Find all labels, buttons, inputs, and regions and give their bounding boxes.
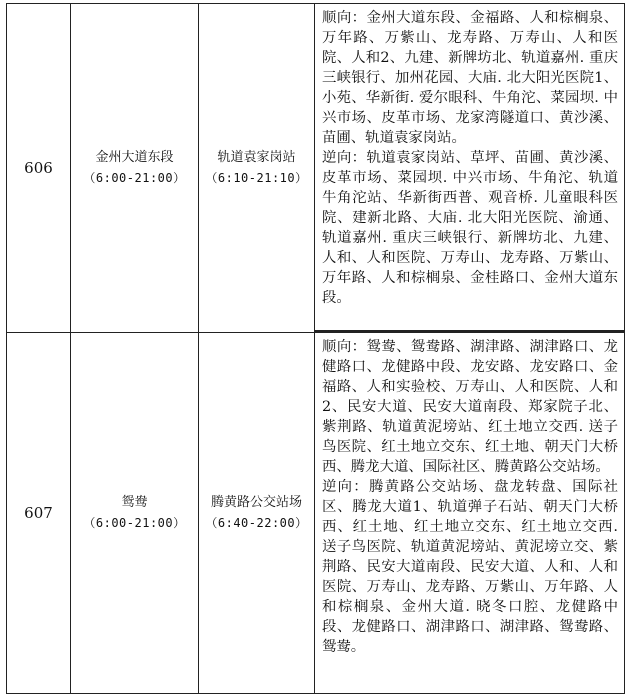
start-stop-cell [71,4,199,333]
route-number: 606 [7,4,71,333]
start-stop-hours: （6:00-21:00） [83,516,186,530]
forward-stops: 鸳鸯、鸳鸯路、湖津路、湖津路口、龙健路口、龙健路中段、龙安路、龙安路口、金福路、人和实验校、万寿山、人和医院、人和2、民安大道、民安大道南段、郑家院子北、紫荆路、轨道黄泥塝站、红土地立交西. 送子鸟医院、红土地立交东、红土地、朝天门大桥西、腾龙大道、国际社区、腾黄路公交站场。 [322,339,618,475]
forward-route [315,4,624,148]
reverse-label: 逆向： [322,150,367,166]
start-stop-hours: （6:00-21:00） [83,171,186,185]
table-row [7,333,625,694]
reverse-stops: 轨道袁家岗站、草坪、苗圃、黄沙溪、皮革市场、菜园坝. 中兴市场、牛角沱、轨道牛角沱站、华新街西普、观音桥. 儿童眼科医院、建新北路、大庙. 北大阳光医院、渝通、轨道嘉州. 重庆三峡银行、新牌坊北、九建、人和、人和医院、万寿山、龙寿路、万紫山、万年路、人和棕榈泉、金桂路口、金州大道东段。 [322,150,618,306]
table-row [7,4,625,333]
reverse-route [315,477,624,657]
forward-route [315,333,624,477]
start-stop-cell [71,333,199,694]
end-stop-hours: （6:40-22:00） [205,516,308,530]
forward-label: 顺向： [322,10,367,26]
reverse-stops: 腾黄路公交站场、盘龙转盘、国际社区、腾龙大道1、轨道弹子石站、朝天门大桥西、红土地、红土地立交东、红土地立交西. 送子鸟医院、轨道黄泥塝站、黄泥塝立交、紫荆路、民安大道南段、民安大道、人和、人和医院、万寿山、龙寿路、万紫山、万年路、人和棕榈泉、金州大道. 晓冬口腔、龙健路中段、龙健路口、湖津路口、湖津路、鸳鸯路、鸳鸯。 [322,479,618,655]
reverse-label: 逆向： [322,479,369,495]
direction-cell [315,4,625,333]
forward-stops: 金州大道东段、金福路、人和棕榈泉、万年路、万紫山、龙寿路、万寿山、人和医院、人和2、九建、新牌坊北、轨道嘉州. 重庆三峡银行、加州花园、大庙. 北大阳光医院1、小苑、华新街. 爱尔眼科、牛角沱、菜园坝. 中兴市场、皮革市场、龙家湾隧道口、黄沙溪、苗圃、轨道袁家岗站。 [322,10,618,146]
end-stop-hours: （6:10-21:10） [205,171,308,185]
start-stop-name: 金州大道东段 [95,150,174,165]
start-stop-name: 鸳鸯 [121,495,148,510]
reverse-route [315,148,624,308]
end-stop-cell [199,333,315,694]
end-stop-name: 腾黄路公交站场 [210,495,302,510]
end-stop-cell [199,4,315,333]
direction-cell [315,333,625,694]
end-stop-name: 轨道袁家岗站 [217,150,296,165]
forward-label: 顺向： [322,339,367,355]
route-number: 607 [7,333,71,694]
route-table [6,3,625,694]
